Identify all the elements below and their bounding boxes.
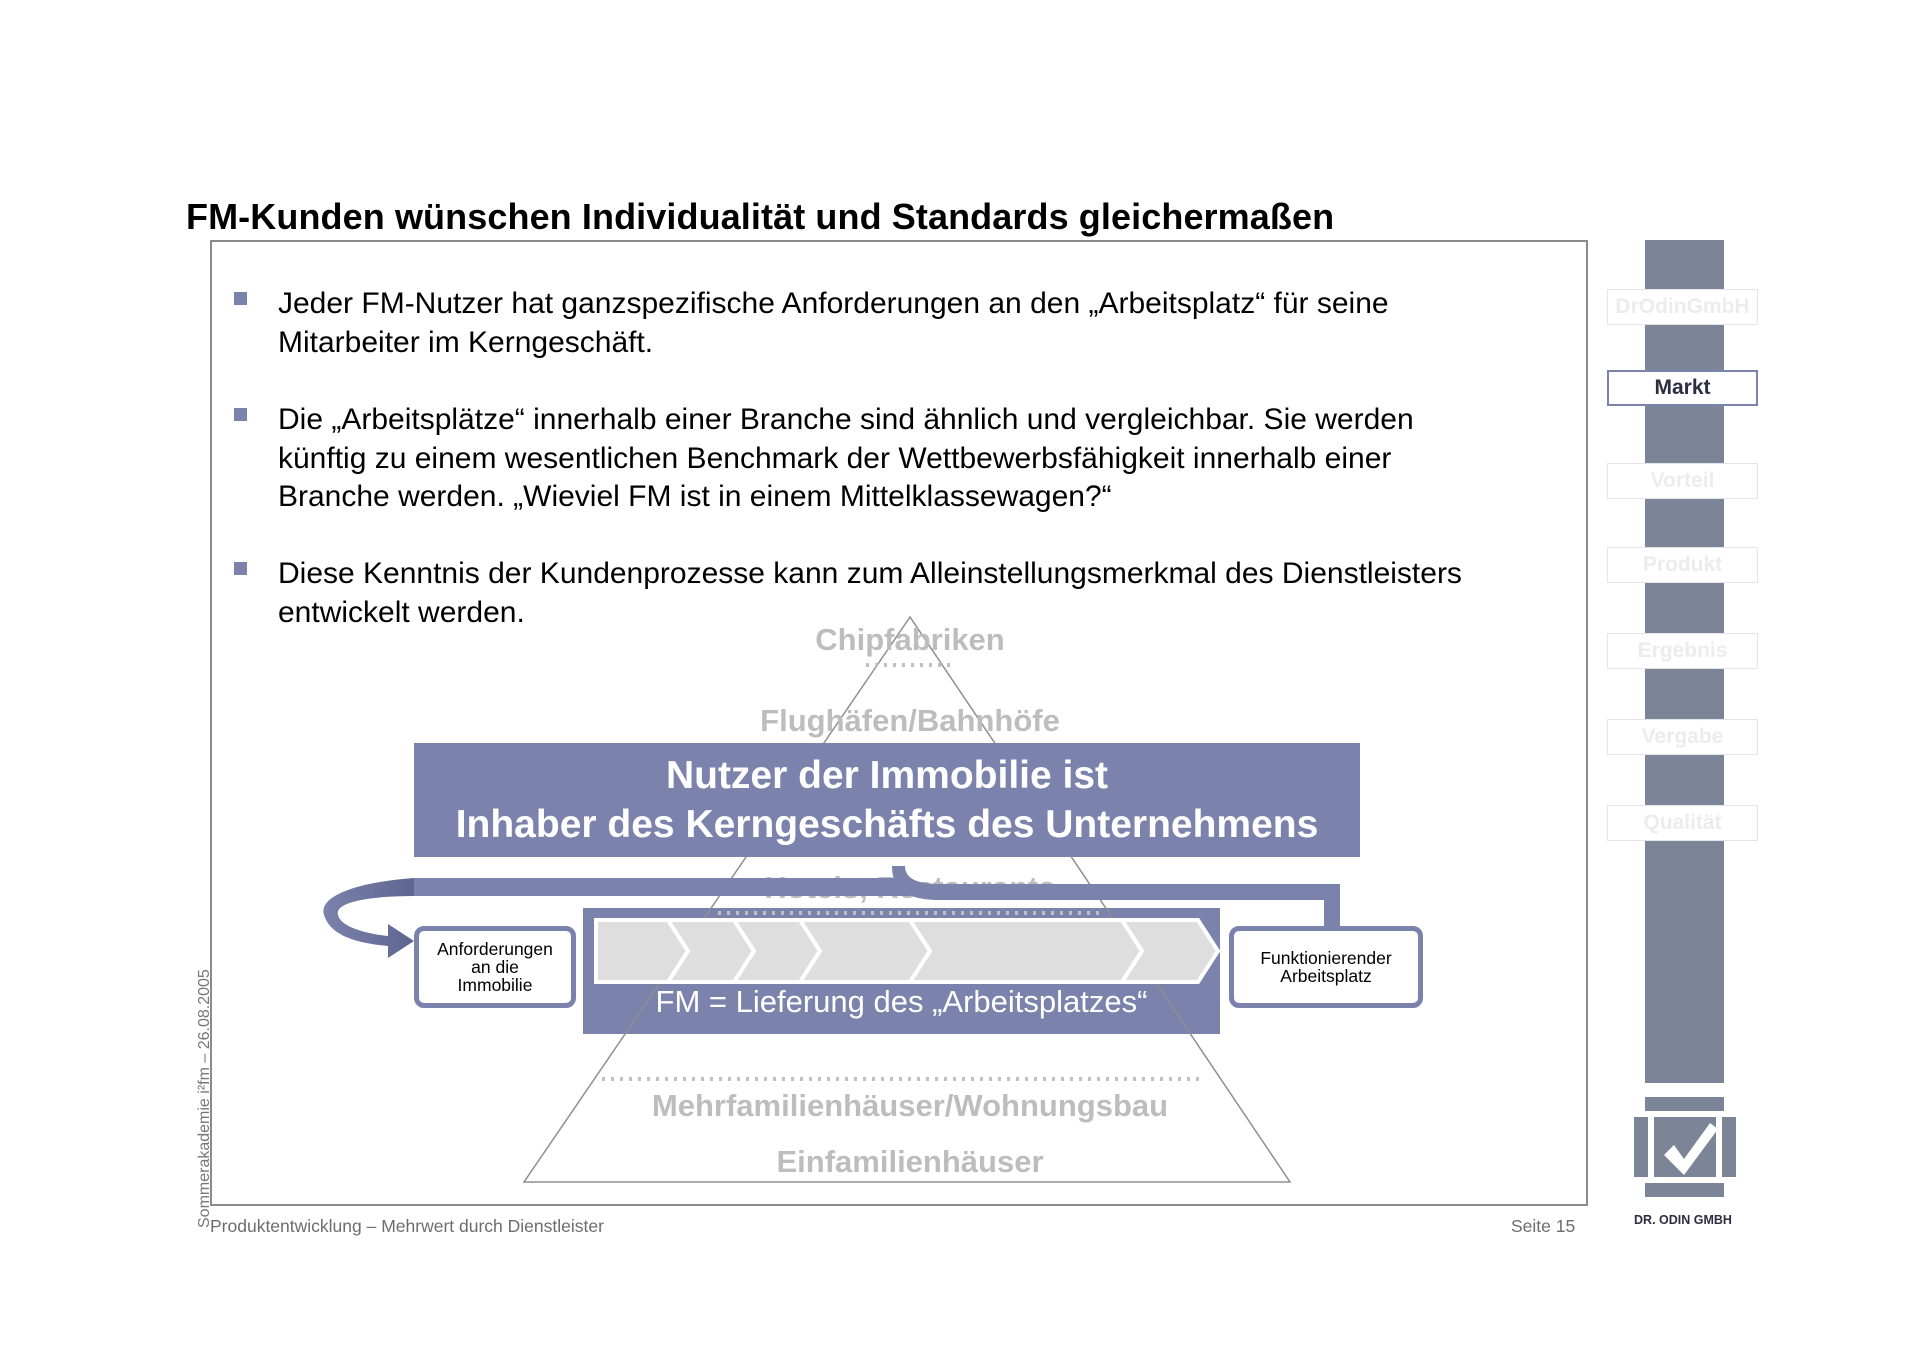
bullet-2-line-3: Branche werden. „Wieviel FM ist in einem Mittelklassewagen?“ <box>278 480 1112 513</box>
nav-item-vorteil[interactable]: Vorteil <box>1607 463 1758 499</box>
banner-line-2: Inhaber des Kerngeschäfts des Unternehmens <box>455 803 1319 846</box>
nav-item-drodingmbh[interactable]: DrOdinGmbH <box>1607 289 1758 325</box>
pyramid-level-einfamilienhaeuser: Einfamilienhäuser <box>776 1144 1044 1179</box>
requirements-line-2: an die <box>471 957 519 977</box>
nav-item-qualitaet[interactable]: Qualität <box>1607 805 1758 841</box>
pyramid-level-flughaefen: Flughäfen/Bahnhöfe <box>760 703 1060 738</box>
workplace-box <box>1229 926 1423 1008</box>
pyramid-level-mehrfamilienhaeuser: Mehrfamilienhäuser/Wohnungsbau <box>651 1088 1169 1123</box>
process-chevron-4 <box>800 920 930 982</box>
process-chevron-5 <box>910 920 1142 982</box>
bullet-3-line-2: entwickelt werden. <box>278 595 525 629</box>
workplace-line-2: Arbeitsplatz <box>1280 966 1372 986</box>
fm-delivery-label: FM = Lieferung des „Arbeitsplatzes“ <box>655 984 1148 1019</box>
footer-title: Produktentwicklung – Mehrwert durch Dienstleister <box>210 1216 604 1236</box>
vertical-footer: Sommerakademie i²fm – 26.08.2005 <box>196 969 213 1228</box>
banner-line-1: Nutzer der Immobilie ist <box>665 754 1109 797</box>
pyramid-level-chipfabriken: Chipfabriken <box>815 622 1005 657</box>
page-title: FM-Kunden wünschen Individualität und Standards gleichermaßen <box>186 196 1335 237</box>
bullet-2-line-1: Die „Arbeitsplätze“ innerhalb einer Branche sind ähnlich und vergleichbar. Sie werden <box>278 403 1414 436</box>
bullet-1-line-2: Mitarbeiter im Kerngeschäft. <box>278 325 654 359</box>
nav-item-ergebnis[interactable]: Ergebnis <box>1607 633 1758 669</box>
bullet-3-line-1: Diese Kenntnis der Kundenprozesse kann zum Alleinstellungsmerkmal des Dienstleisters <box>278 557 1462 590</box>
nav-item-produkt[interactable]: Produkt <box>1607 547 1758 583</box>
requirements-line-3: Immobilie <box>457 975 533 995</box>
bullet-1-line-1: Jeder FM-Nutzer hat ganzspezifische Anforderungen an den „Arbeitsplatz“ für seine <box>278 287 1389 320</box>
bullet-2-line-2: künftig zu einem wesentlichen Benchmark der Wettbewerbsfähigkeit innerhalb einer <box>278 441 1392 475</box>
curved-arrow-into-requirements <box>323 878 414 958</box>
requirements-line-1: Anforderungen <box>437 939 553 959</box>
page-number: Seite 15 <box>1511 1216 1576 1236</box>
connector-bar-left <box>414 878 910 896</box>
requirements-box <box>414 926 576 1008</box>
workplace-line-1: Funktionierender <box>1260 948 1392 968</box>
nav-item-vergabe[interactable]: Vergabe <box>1607 719 1758 755</box>
nav-item-markt[interactable]: Markt <box>1607 370 1758 406</box>
company-logo <box>1630 1097 1750 1211</box>
logo-text: DR. ODIN GMBH <box>1634 1213 1732 1227</box>
